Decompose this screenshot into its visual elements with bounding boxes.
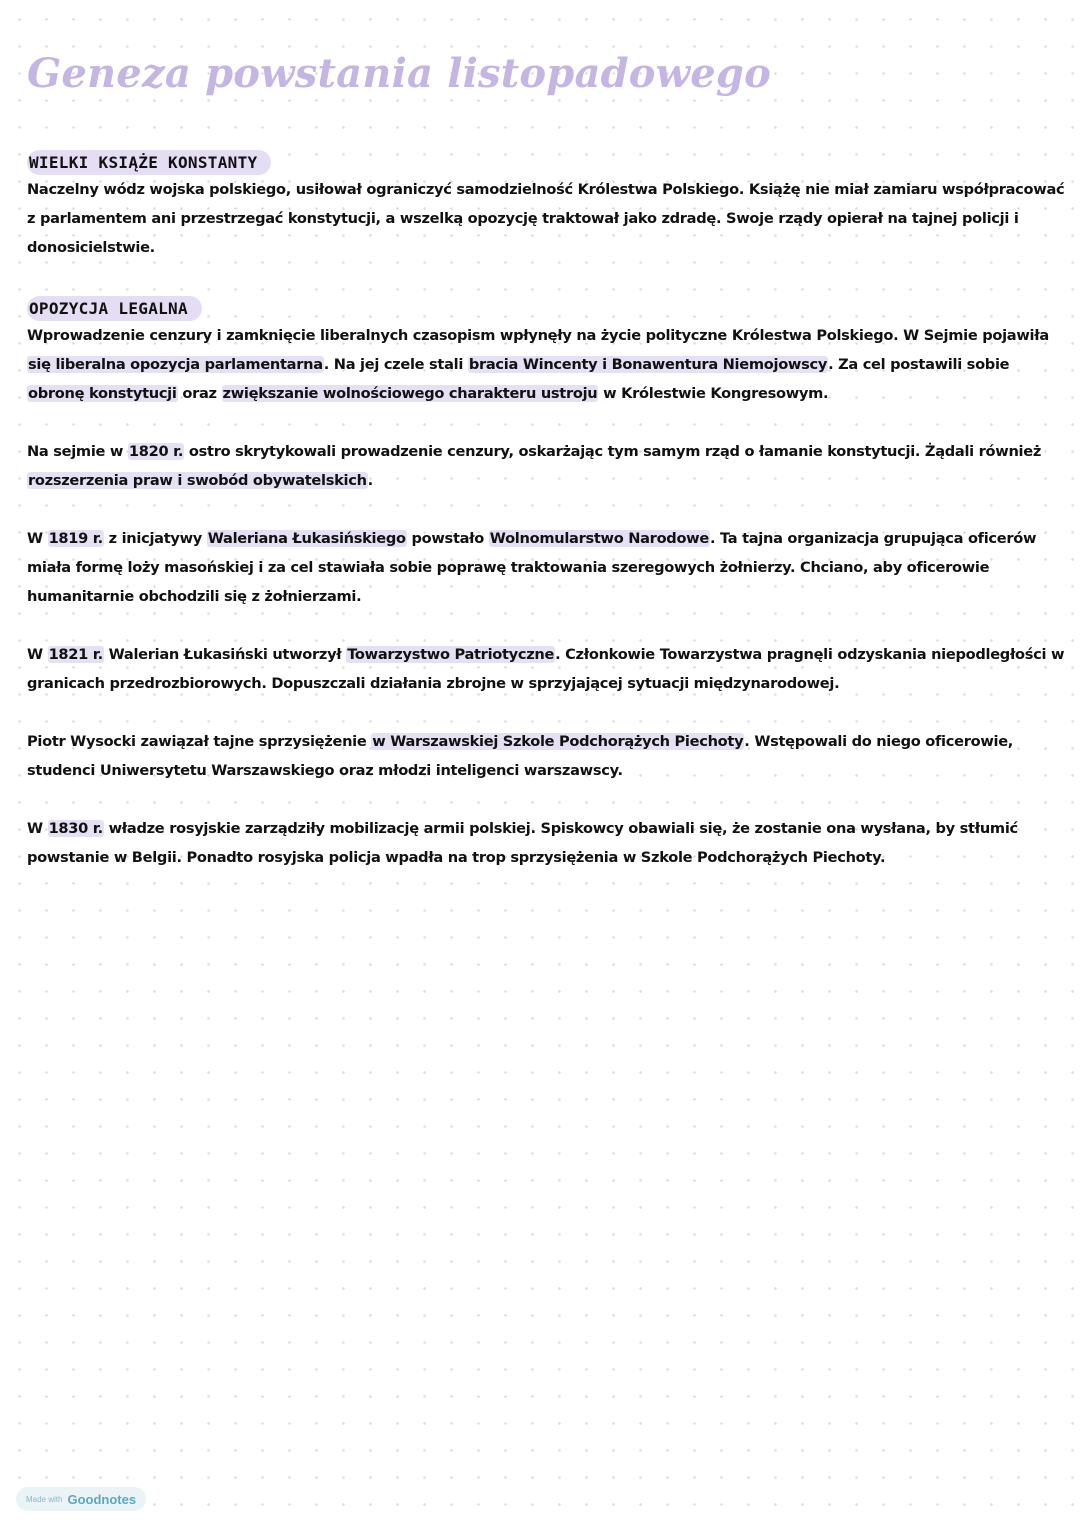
text-run: z inicjatywy	[103, 530, 207, 547]
paragraph	[27, 727, 1069, 785]
highlight: rozszerzenia praw i swobód obywatelskich	[28, 472, 367, 489]
text-run: . Ta tajna organizacja grupująca oficerów miała formę loży masońskiej i za cel stawiała sobie poprawę traktowania szeregowych żołnierzy. Chciano, aby oficerowie humanitarnie obchodzili się z żołnierzami.	[27, 530, 1037, 605]
note-page	[27, 0, 1069, 872]
paragraph	[27, 524, 1069, 611]
section-heading: OPOZYCJA LEGALNA	[27, 296, 202, 321]
text-run: Piotr Wysocki zawiązał tajne sprzysiężenie	[27, 733, 372, 750]
highlight: zwiększanie wolnościowego charakteru ustroju	[222, 385, 598, 402]
text-run: ostro skrytykowali prowadzenie cenzury, oskarżając tym samym rząd o łamanie konstytucji. Żądali również	[184, 443, 1042, 460]
made-with-goodnotes-badge[interactable]	[16, 1487, 146, 1511]
text-run: . Wstępowali do niego oficerowie, studenci Uniwersytetu Warszawskiego oraz młodzi inteligenci warszawscy.	[27, 733, 1014, 779]
text-run: powstało	[406, 530, 489, 547]
made-with-label: Made with	[26, 1494, 63, 1504]
highlight: Wolnomularstwo Narodowe	[489, 530, 709, 547]
highlight: w Warszawskiej Szkole Podchorążych Piechoty	[372, 733, 744, 750]
goodnotes-logo: Goodnotes	[67, 1491, 137, 1507]
text-run: Wprowadzenie cenzury i zamknięcie liberalnych czasopism wpłynęły na życie polityczne Królestwa Polskiego. W Sejmie pojawiła	[27, 327, 1049, 344]
section-opozycja	[27, 262, 1069, 872]
highlight: 1821 r.	[48, 646, 103, 663]
paragraph: Naczelny wódz wojska polskiego, usiłował ograniczyć samodzielność Królestwa Polskiego. Książę nie miał zamiaru współpracować z parlamentem ani przestrzegać konstytucji, a wszelką opozycję traktował jako zdradę. Swoje rządy opierał na tajnej policji i donosicielstwie.	[27, 181, 1065, 256]
text-run: . Na jej czele stali	[323, 356, 468, 373]
text-run: oraz	[177, 385, 222, 402]
paragraph	[27, 321, 1069, 408]
highlight: 1820 r.	[128, 443, 184, 460]
paragraph	[27, 814, 1069, 872]
text-run: W	[27, 530, 48, 547]
text-run: . Za cel postawili sobie	[828, 356, 1010, 373]
section-konstanty	[27, 100, 1069, 262]
highlight: 1819 r.	[48, 530, 103, 547]
page-title: Geneza powstania listopadowego	[27, 50, 771, 97]
text-run: .	[367, 472, 373, 489]
highlight: bracia Wincenty i Bonawentura Niemojowscy	[468, 356, 828, 373]
highlight: Waleriana Łukasińskiego	[207, 530, 406, 547]
text-run: . Członkowie Towarzystwa pragnęli odzyskania niepodległości w granicach przedrozbiorowych. Dopuszczali działania zbrojne w sprzyjającej sytuacji międzynarodowej.	[27, 646, 1065, 692]
text-run: W	[27, 646, 48, 663]
highlight: Towarzystwo Patriotyczne	[347, 646, 555, 663]
section-heading: WIELKI KSIĄŻE KONSTANTY	[27, 150, 271, 175]
text-run: władze rosyjskie zarządziły mobilizację armii polskiej. Spiskowcy obawiali się, że zostanie ona wysłana, by stłumić powstanie w Belgii. Ponadto rosyjska policja wpadła na trop sprzysiężenia w Szkole Podchorążych Piechoty.	[27, 820, 1018, 866]
text-run: Na sejmie w	[27, 443, 128, 460]
text-run: W	[27, 820, 48, 837]
paragraph	[27, 640, 1069, 698]
paragraph	[27, 437, 1069, 495]
text-run: Walerian Łukasiński utworzył	[103, 646, 347, 663]
highlight: się liberalna opozycja parlamentarna	[28, 356, 323, 373]
highlight: 1830 r.	[48, 820, 103, 837]
highlight: obronę konstytucji	[28, 385, 177, 402]
text-run: w Królestwie Kongresowym.	[598, 385, 829, 402]
